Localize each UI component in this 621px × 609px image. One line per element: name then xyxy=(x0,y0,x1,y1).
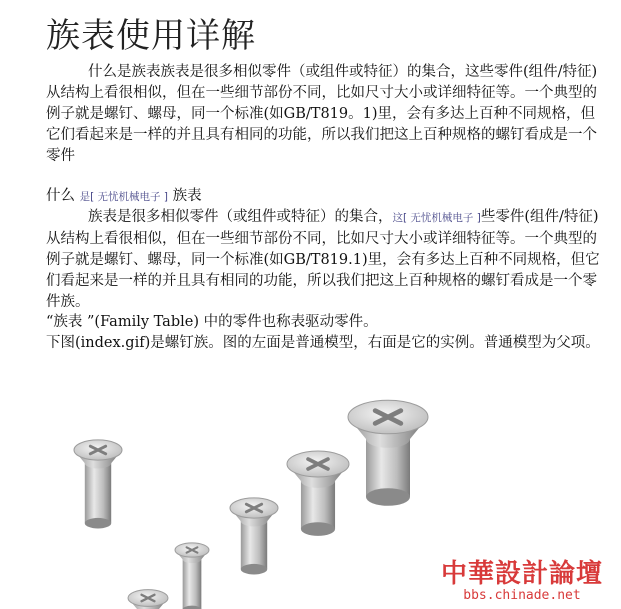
heading-prefix: 什么 xyxy=(46,188,75,204)
screw-6 xyxy=(348,400,428,506)
watermark-url: bbs.chinade.net xyxy=(463,588,581,603)
screw-3 xyxy=(175,543,209,609)
screw-4 xyxy=(230,498,278,575)
heading-tag-prefix: 是 xyxy=(79,191,91,203)
figure-caption: 下图(index.gif)是螺钉族。图的左面是普通模型，右面是它的实例。普通模型为父项。 xyxy=(46,335,600,351)
definition-tag-prefix: 这 xyxy=(392,212,403,224)
screw-5 xyxy=(287,451,349,536)
watermark-name: 中華設計論壇 xyxy=(440,559,603,589)
definition-start: 族表是很多相似零件（或组件或特征）的集合， xyxy=(88,209,393,225)
intro-paragraph: 什么是族表族表是很多相似零件（或组件或特征）的集合，这些零件(组件/特征)从结构上看很相似，但在一些细节部份不同，比如尺寸大小或详细特征等。一个典型的例子就是螺钉、螺母，同一个标准(如GB/T819。1)里，会有多达上百种不同规格，但它们看起来是一样的并且具有相同的功能，所以我们把这上百种规格的螺钉看成是一个零件 xyxy=(46,64,598,164)
heading-site-tag[interactable]: [ 无忧机械电子 ] xyxy=(90,191,168,203)
definition-end: 些零件(组件/特征)从结构上看很相似，但在一些细节部份不同，比如尺寸大小或详细特征等。一个典型的例子就是螺钉、螺母，同一个标准(如GB/T819.1)里，会有多达上百种不同规格，但它们看起来是一样的并且具有相同的功能，所以我们把这上百种规格的螺钉看成是一个零件族。 xyxy=(46,209,600,310)
screw-1 xyxy=(128,590,168,609)
section-heading xyxy=(46,186,606,208)
family-table-note: “族表 ”(Family Table) 中的零件也称表驱动零件。 xyxy=(46,314,378,330)
definition-site-tag[interactable]: [ 无忧机械电子 ] xyxy=(403,212,481,224)
heading-suffix: 族表 xyxy=(172,188,202,204)
page-title: 族表使用详解 xyxy=(46,16,256,56)
site-watermark xyxy=(441,553,603,603)
definition-paragraph xyxy=(46,207,606,313)
screw-2 xyxy=(74,440,122,529)
